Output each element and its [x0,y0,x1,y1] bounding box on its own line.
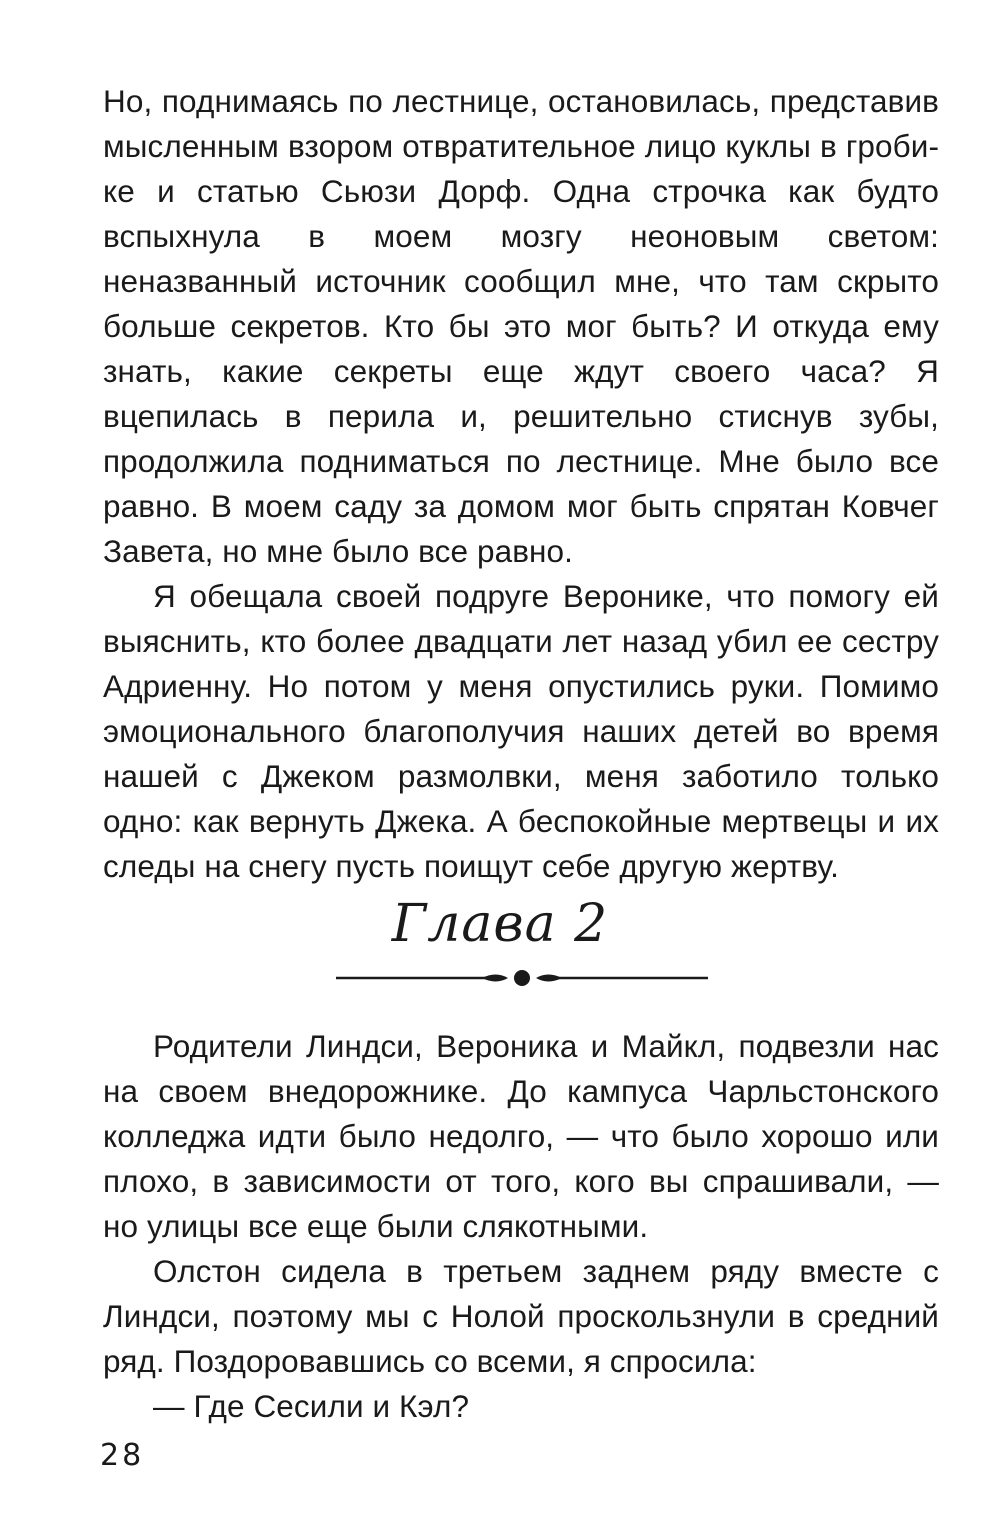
dialogue-line: — Где Сесили и Кэл? [153,1388,470,1424]
paragraph: Олстон сидела в третьем заднем ряду вместе с Линдси, поэтому мы с Нолой проскользнули в средний ряд. Поздоровавшись со всеми, я спросила: [103,1253,939,1379]
text-block-bottom [103,1024,939,1429]
paragraph: Но, поднимаясь по лестнице, остановилась, представив мысленным взором отвратительное лицо куклы в гробике и статью Сьюзи Дорф. Одна строчка как будто вспыхнула в моем мозгу неоновым светом: неназванный источник сообщил мне, что там скрыто больше секретов. Кто бы это мог быть? И откуда ему знать, какие секреты еще ждут своего часа? Я вцепилась в перила и, решительно стиснув зубы, продолжила подниматься по лестнице. Мне было все равно. В моем саду за домом мог быть спрятан Ковчег Завета, но мне было все равно. [103,83,939,569]
paragraph: Я обещала своей подруге Веронике, что помогу ей выяснить, кто более двадцати лет назад убил ее сестру Адриенну. Но потом у меня опустились руки. Помимо эмоционального благополучия наших детей во время нашей с Джеком размолвки, меня заботило только одно: как вернуть Джека. А беспокойные мертвецы и их следы на снегу пусть поищут себе другую жертву. [103,578,939,884]
text-block-top [103,79,939,889]
paragraph: Родители Линдси, Вероника и Майкл, подвезли нас на своем внедорожнике. До кампуса Чарльстонского колледжа идти было недолго, — что было хорошо или плохо, в зависимости от того, кого вы спрашивали, — но улицы все еще были слякотными. [103,1028,939,1244]
chapter-title: Глава 2 [391,894,609,954]
chapter-ornament [336,962,708,992]
page-number: 28 [100,1438,145,1473]
